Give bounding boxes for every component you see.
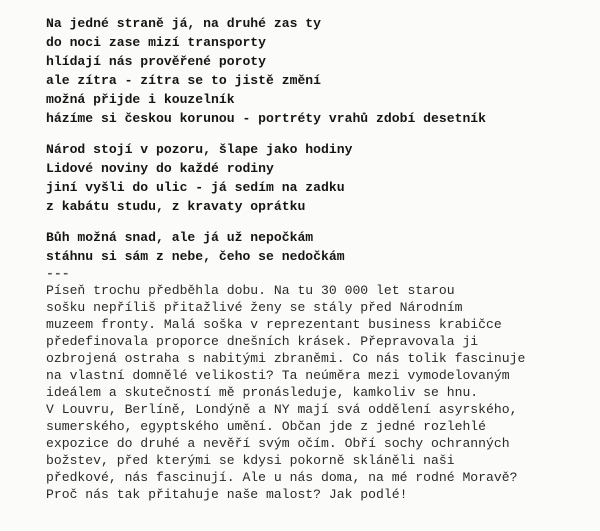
verse-line: Na jedné straně já, na druhé zas ty <box>46 16 322 31</box>
verse-line: hlídají nás prověřené poroty <box>46 54 267 69</box>
prose-line: V Louvru, Berlíně, Londýně a NY mají svá oddělení asyrského, <box>46 402 518 417</box>
prose-line: Píseň trochu předběhla dobu. Na tu 30 000 let starou <box>46 283 455 298</box>
prose-line: na vlastní domnělé velikosti? Ta neúměra mezi vymodelovaným <box>46 368 510 383</box>
verse-line: házíme si českou korunou - portréty vrahů zdobí desetník <box>46 111 487 126</box>
prose-line: ideálem a skutečností mě pronásleduje, kamkoliv se hnu. <box>46 385 479 400</box>
verse-line: do noci zase mizí transporty <box>46 35 267 50</box>
prose-line: předefinovala proporce dnešních krásek. Přepravovala ji <box>46 334 479 349</box>
verse-line: možná přijde i kouzelník <box>46 92 235 107</box>
prose-line: božstev, před kterými se kdysi pokorně skláněli naši <box>46 453 455 468</box>
verse-line: ale zítra - zítra se to jistě změní <box>46 73 322 88</box>
prose-line: předkové, nás fascinují. Ale u nás doma, na mé rodné Moravě? <box>46 470 518 485</box>
section-separator: --- <box>46 266 70 281</box>
prose-line: sošku nepříliš přitažlivé ženy se stály před Národním <box>46 300 463 315</box>
verse-line: jiní vyšli do ulic - já sedím na zadku <box>46 180 345 195</box>
prose-line: muzeem fronty. Malá soška v reprezentant business krabičce <box>46 317 502 332</box>
verse-line: Lidové noviny do každé rodiny <box>46 161 274 176</box>
verse-line: Národ stojí v pozoru, šlape jako hodiny <box>46 142 353 157</box>
verse-line: z kabátu studu, z kravaty oprátku <box>46 199 306 214</box>
verse-line: stáhnu si sám z nebe, čeho se nedočkám <box>46 249 345 264</box>
prose-line: expozice do druhé a nevěří svým očím. Obří sochy ochranných <box>46 436 510 451</box>
prose-line: ozbrojená ostraha s nabitými zbraněmi. Co nás tolik fascinuje <box>46 351 526 366</box>
verse-line: Bůh možná snad, ale já už nepočkám <box>46 230 314 245</box>
prose-line: sumerského, egyptského umění. Občan jde z jedné rozlehlé <box>46 419 487 434</box>
prose-line: Proč nás tak přitahuje naše malost? Jak podlé! <box>46 487 408 502</box>
